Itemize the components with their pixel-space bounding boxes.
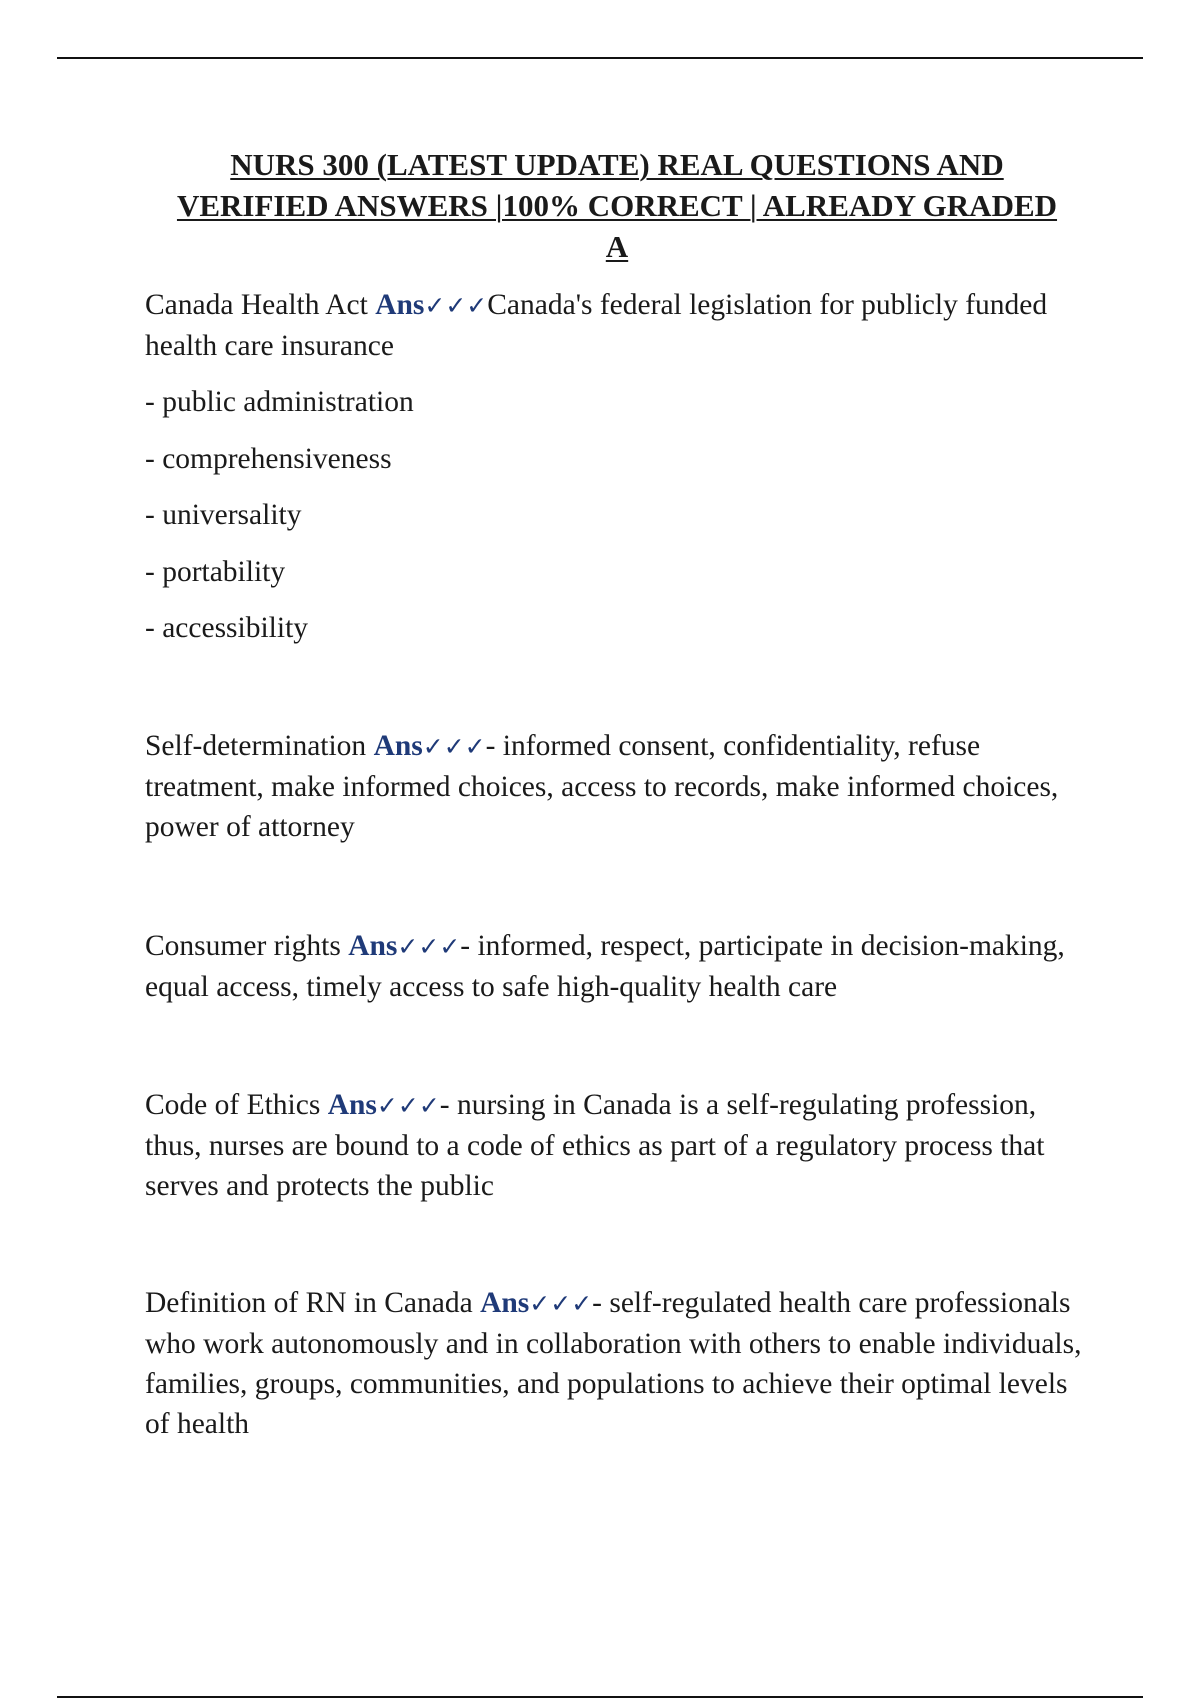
entry-term: Self-determination [145,730,374,762]
bullet-item: - accessibility [145,612,309,644]
answer-marker: Ans [480,1287,530,1319]
entry-consumer-rights [145,926,1085,1007]
entry-code-of-ethics [145,1085,1085,1206]
bullet-item: - public administration [145,386,414,418]
answer-marker: Ans [375,289,425,321]
entry-definition: Canada's federal legislation for publicly funded health care insurance [145,289,1048,362]
entry-definition-of-rn [145,1283,1085,1444]
entry-term: Definition of RN in Canada [145,1287,481,1319]
bullet-item: - universality [145,499,302,531]
entry-canada-health-act [145,285,1085,366]
entry-term: Code of Ethics [145,1089,328,1121]
check-marks-icon: ✓✓✓ [397,932,461,961]
bullet-item: - portability [145,556,286,588]
footer-rule [57,1696,1143,1698]
entry-term: Canada Health Act [145,289,376,321]
entry-self-determination [145,726,1085,847]
title-line-2: VERIFIED ANSWERS |100% CORRECT | ALREADY GRADED [176,188,1058,223]
entry-definition: - nursing in Canada is a self-regulating profession, thus, nurses are bound to a code of ethics as part of a regulatory process that serves and protects the public [145,1089,1045,1202]
entry-definition: - informed, respect, participate in decision-making, equal access, timely access to safe high-quality health care [145,930,1065,1003]
check-marks-icon: ✓✓✓ [422,732,486,761]
bullet-item: - comprehensiveness [145,443,392,475]
answer-marker: Ans [327,1089,377,1121]
answer-marker: Ans [348,930,398,962]
entry-definition: - self-regulated health care professionals who work autonomously and in collaboration with others to enable individuals, families, groups, communities, and populations to achieve their optimal levels of health [145,1287,1082,1440]
title-line-1: NURS 300 (LATEST UPDATE) REAL QUESTIONS AND [230,147,1004,182]
check-marks-icon: ✓✓✓ [529,1289,593,1318]
entry-definition: - informed consent, confidentiality, refuse treatment, make informed choices, access to records, make informed choices, power of attorney [145,730,1059,843]
document-title [130,144,1104,267]
answer-marker: Ans [373,730,423,762]
check-marks-icon: ✓✓✓ [424,291,488,320]
title-line-3: A [605,229,629,264]
header-rule [57,57,1143,59]
check-marks-icon: ✓✓✓ [376,1091,440,1120]
entry-term: Consumer rights [145,930,349,962]
